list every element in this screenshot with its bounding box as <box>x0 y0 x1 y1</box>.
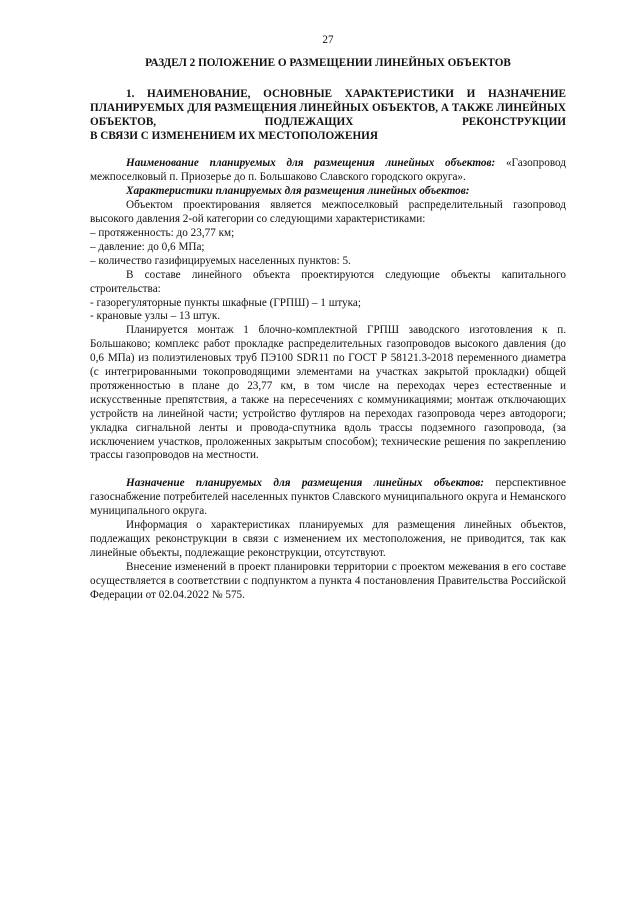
name-paragraph <box>90 157 566 185</box>
composition-item-valves: - крановые узлы – 13 штук. <box>90 310 221 323</box>
composition-intro: В составе линейного объекта проектируются следующие объекты капитального строительства: <box>90 268 566 295</box>
purpose-label: Назначение планируемых для размещения линейных объектов: <box>126 477 485 490</box>
subsection-title-main: 1. НАИМЕНОВАНИЕ, ОСНОВНЫЕ ХАРАКТЕРИСТИКИ И НАЗНАЧЕНИЕ ПЛАНИРУЕМЫХ ДЛЯ РАЗМЕЩЕНИЯ ЛИНЕЙНЫХ ОБЪЕКТОВ, А ТАКЖЕ ЛИНЕЙНЫХ ОБЪЕКТОВ, ПОДЛЕЖАЩИХ РЕКОНСТРУКЦИИ <box>90 87 566 128</box>
purpose-paragraph <box>90 477 566 519</box>
subsection-title <box>90 88 566 144</box>
document-page <box>90 34 566 603</box>
name-label: Наименование планируемых для размещения линейных объектов: <box>126 157 496 170</box>
characteristics-heading <box>90 185 566 199</box>
char-item-pressure: – давление: до 0,6 МПа; <box>90 240 205 253</box>
section-title: РАЗДЕЛ 2 ПОЛОЖЕНИЕ О РАЗМЕЩЕНИИ ЛИНЕЙНЫХ ОБЪЕКТОВ <box>145 56 511 69</box>
page-number: 27 <box>322 34 334 46</box>
amendment-paragraph: Внесение изменений в проект планировки территории с проектом межевания в его составе осуществляется в соответствии с подпунктом а пункта 4 постановления Правительства Российской Федерации от 02.04.2022 № 575. <box>90 560 566 601</box>
composition-item-grpsh: - газорегуляторные пункты шкафные (ГРПШ) – 1 штука; <box>90 296 361 309</box>
char-item-settlements: – количество газифицируемых населенных пунктов: 5. <box>90 254 351 267</box>
montage-paragraph: Планируется монтаж 1 блочно-комплектной ГРПШ заводского изготовления к п. Большаково; комплекс работ прокладке распределительных газопроводов высокого давления (до 0,6 МПа) из полиэтиленовых труб ПЭ100 SDR11 по ГОСТ Р 58121.3-2018 переменного диаметра (с интегрированными токопроводящими элементами на участках закрытой прокладки) общей протяженностью в плане до 23,77 км, в том числе на переходах через естественные и искусственные препятствия, а также на пересечениях с коммуникациями; монтаж отключающих устройств на линейной части; устройство футляров на переходах газопровода через автодороги; укладка сигнальной ленты и провода-спутника вдоль трассы подземного газопровода, (за исключением участков, проложенных закрытым способом); технические решения по закреплению трассы газопроводов на местности. <box>90 324 566 462</box>
object-intro: Объектом проектирования является межпоселковый распределительный газопровод высокого давления 2-ой категории со следующими характеристиками: <box>90 199 566 226</box>
purpose-text: перспективное газоснабжение потребителей населенных пунктов Славского муниципального округа и Неманского муниципального округа. <box>90 477 566 518</box>
info-paragraph: Информация о характеристиках планируемых для размещения линейных объектов, подлежащих реконструкции в связи с изменением их местоположения, не приводится, так как линейные объекты, подлежащие реконструкции, отсутствуют. <box>90 519 566 559</box>
char-item-length: – протяженность: до 23,77 км; <box>90 226 235 239</box>
characteristics-label: Характеристики планируемых для размещения линейных объектов: <box>126 185 470 198</box>
name-text: «Газопровод межпоселковый п. Приозерье до п. Большаково Славского городского округа». <box>90 157 567 184</box>
subsection-title-last: В СВЯЗИ С ИЗМЕНЕНИЕМ ИХ МЕСТОПОЛОЖЕНИЯ <box>90 129 378 142</box>
